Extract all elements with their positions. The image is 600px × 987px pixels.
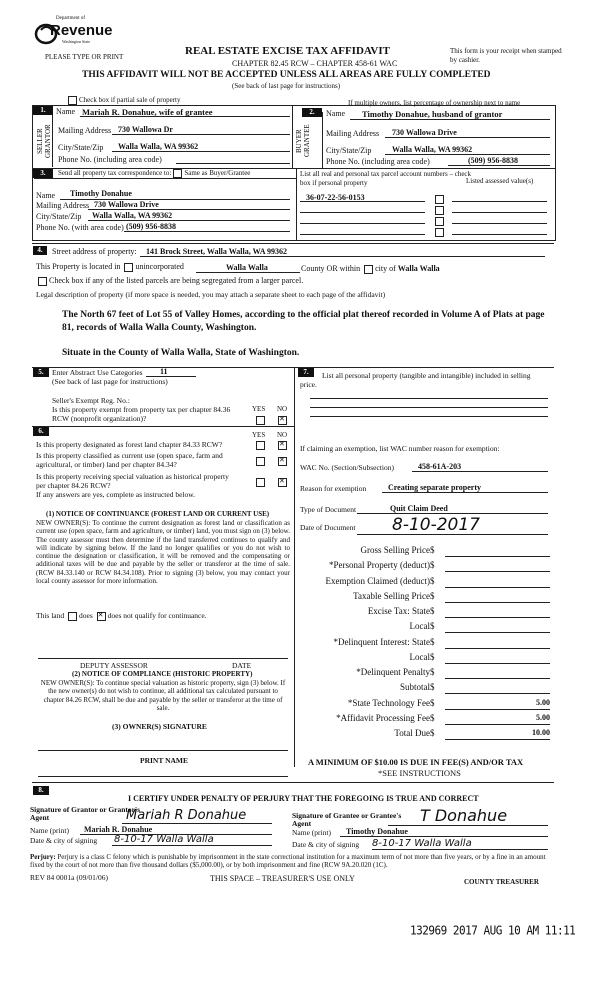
- owners-signature: (3) OWNER(S) SIGNATURE: [112, 722, 207, 731]
- historic-question: Is this property receiving special valuation as historical property per chapter 84.26 RCW?: [36, 472, 229, 490]
- fee-value[interactable]: [445, 545, 550, 557]
- fee-value[interactable]: [445, 621, 550, 633]
- sec6-yes: YES: [252, 431, 266, 439]
- fee-row: [300, 728, 560, 742]
- parcel-1-personal-checkbox[interactable]: [435, 195, 444, 204]
- form-title: REAL ESTATE EXCISE TAX AFFIDAVIT: [185, 45, 390, 57]
- fee-label: Local: [409, 651, 430, 662]
- buyer-city-label: City/State/Zip: [326, 146, 372, 155]
- corr-address-label: Mailing Address: [36, 201, 90, 210]
- property-street[interactable]: 141 Brock Street, Walla Walla, WA 99362: [146, 247, 288, 256]
- section-3-label: 3.: [33, 169, 53, 178]
- buyer-city[interactable]: Walla Walla, WA 99362: [392, 145, 473, 154]
- legal-description[interactable]: The North 67 feet of Lot 55 of Valley Homes, according to the official plat thereof recorded in Volume A of Plats at page 81, records of Walla Walla County, Washington.: [62, 310, 545, 333]
- fee-value[interactable]: [445, 606, 550, 618]
- legal-label: Legal description of property (if more space is needed, you may attach a separate sheet to each page of the affidavit): [36, 290, 386, 299]
- fee-row: [300, 560, 560, 574]
- corr-city[interactable]: Walla Walla, WA 99362: [92, 211, 173, 220]
- fee-label: Total Due: [394, 728, 430, 738]
- corr-name[interactable]: Timothy Donahue: [70, 189, 132, 198]
- fee-label: *State Technology Fee: [347, 697, 430, 708]
- section-7-label: 7.: [298, 368, 314, 377]
- buyer-address[interactable]: 730 Wallowa Drive: [392, 128, 457, 137]
- fee-row: [300, 667, 560, 681]
- section-8-label: 8.: [33, 786, 49, 795]
- fee-value[interactable]: [445, 560, 550, 572]
- fee-row: [300, 576, 560, 590]
- fee-row: [300, 591, 560, 605]
- fee-value[interactable]: [445, 652, 550, 664]
- notice1-title: (1) NOTICE OF CONTINUANCE (FOREST LAND OR CURRENT USE): [46, 510, 270, 518]
- wac-number[interactable]: 458-61A-203: [418, 462, 462, 471]
- dor-logo: Department of Revenue Washington State: [32, 14, 102, 48]
- currency-sign: $: [430, 606, 435, 616]
- reason-label: Reason for exemption: [300, 484, 367, 493]
- fee-label: Excise Tax: State: [367, 606, 430, 616]
- nonprofit-no-checkbox[interactable]: [278, 416, 287, 425]
- parcel-2-personal-checkbox[interactable]: [435, 206, 444, 215]
- currency-sign: $: [430, 545, 435, 555]
- deputy-date: DATE: [232, 661, 252, 670]
- fee-label: Gross Selling Price: [360, 545, 430, 555]
- seller-city-label: City/State/Zip: [58, 143, 104, 152]
- fee-label: Taxable Selling Price: [353, 590, 430, 601]
- current-use-question: Is this property classified as current use (open space, farm and agricultural, or timber) land per chapter 84.34?: [36, 451, 223, 469]
- buyer-name[interactable]: Timothy Donahue, husband of grantor: [362, 109, 503, 119]
- parcel-label: List all real and personal tax parcel account numbers – check box if personal property: [300, 170, 472, 187]
- fee-row: [300, 606, 560, 620]
- section-4-label: 4.: [33, 246, 47, 255]
- buyer-side-label: BUYER GRANTEE: [295, 124, 311, 158]
- if-yes: If any answers are yes, complete as instructed below.: [36, 490, 196, 499]
- fee-label: *Personal Property (deduct): [329, 560, 430, 571]
- deputy-assessor: DEPUTY ASSESSOR: [80, 661, 148, 670]
- historic-no-checkbox[interactable]: [278, 478, 287, 487]
- same-as-buyer-checkbox[interactable]: [173, 169, 182, 178]
- buyer-address-label: Mailing Address: [326, 129, 380, 138]
- fee-value[interactable]: 5.00: [445, 698, 550, 710]
- abstract-use-label: Enter Abstract Use Categories: [52, 368, 143, 377]
- perjury-note: Perjury: Perjury is a class C felony which is punishable by imprisonment in the state correctional institution for a maximum term of not more than five years, or by a fine in an amount fixed by the court of not more than five thousand dollars ($5,000.00), or by both imprisonment and fine (RCW 9A.20.020 (1C).: [30, 853, 546, 870]
- notice1-body: NEW OWNER(S): To continue the current designation as forest land or classification as current use (open space, farm and agriculture, or timber) land, you must sign on (3) below. The county assessor must then determine if the land transferred continues to qualify and will indicate by signing below. If the land no longer qualifies or you do not wish to continue the designation or classification, it will be removed and the compensating or additional taxes will be due and payable by the seller or transferor at the time of sale. (RCW 84.33.140 or RCW 84.34.108). Prior to signing (3) below, you may contact your local county assessor for more information.: [36, 519, 290, 586]
- currency-sign: $: [430, 651, 435, 662]
- fee-label: Subtotal: [399, 682, 430, 693]
- exempt-reg: Seller's Exempt Reg. No.:: [52, 396, 130, 405]
- fee-label: Local: [409, 621, 430, 632]
- see-instructions: *SEE INSTRUCTIONS: [378, 768, 461, 778]
- located-in: This Property is located in unincorporated: [36, 262, 184, 271]
- county-treasurer: COUNTY TREASURER: [464, 878, 539, 886]
- qualify-continuance: This land does ✕ does not qualify for continuance.: [36, 611, 207, 621]
- section-2-label: 2.: [302, 108, 322, 117]
- unincorporated-checkbox[interactable]: [124, 263, 133, 272]
- fee-label: *Delinquent Penalty: [356, 667, 430, 677]
- certify: I CERTIFY UNDER PENALTY OF PERJURY THAT THE FOREGOING IS TRUE AND CORRECT: [128, 794, 479, 803]
- see-back: (See back of last page for instructions): [232, 82, 341, 90]
- minimum-fee: A MINIMUM OF $10.00 IS DUE IN FEE(S) AND/OR TAX: [308, 757, 524, 767]
- fee-row: [300, 652, 560, 666]
- corr-name-label: Name: [36, 191, 56, 200]
- personal-property-label: List all personal property (tangible and intangible) included in selling price.: [300, 371, 531, 389]
- section-1-label: 1.: [33, 106, 53, 115]
- nonprofit-question: Is this property exempt from property tax per chapter 84.36 RCW (nonprofit organization)?: [52, 405, 231, 423]
- parcel-4-personal-checkbox[interactable]: [435, 228, 444, 237]
- exemption-label: If claiming an exemption, list WAC number reason for exemption:: [300, 444, 500, 453]
- currency-sign: $: [430, 682, 435, 693]
- fee-row: [300, 713, 560, 727]
- forest-land-question: Is this property designated as forest land chapter 84.33 RCW?: [36, 440, 223, 449]
- currency-sign: $: [430, 636, 435, 647]
- doc-date[interactable]: 8-10-2017: [392, 515, 480, 535]
- print-name: PRINT NAME: [140, 756, 188, 765]
- form-revision: REV 84 0001a (09/01/06): [30, 873, 108, 882]
- sec5-see-back: (See back of last page for instructions): [52, 377, 168, 386]
- currency-sign: $: [430, 728, 435, 738]
- fee-label: *Affidavit Processing Fee: [336, 712, 430, 723]
- treasurer-space: THIS SPACE – TREASURER'S USE ONLY: [210, 874, 355, 883]
- parcel-number[interactable]: 36-07-22-56-0153: [306, 193, 365, 202]
- parcel-3-personal-checkbox[interactable]: [435, 217, 444, 226]
- seller-name-label: Name: [56, 107, 76, 116]
- corr-phone[interactable]: (509) 956-8838: [126, 222, 176, 231]
- currency-sign: $: [430, 621, 435, 632]
- notice2-title: (2) NOTICE OF COMPLIANCE (HISTORIC PROPERTY): [72, 670, 253, 678]
- fee-row: [300, 621, 560, 635]
- grantor-date-label: Date & city of signing: [30, 836, 98, 845]
- currency-sign: $: [430, 590, 435, 601]
- street-label: Street address of property:: [52, 247, 137, 256]
- seller-city[interactable]: Walla Walla, WA 99362: [118, 142, 199, 151]
- section-6-label: 6.: [33, 427, 49, 436]
- fee-row: [300, 637, 560, 651]
- receipt-note: This form is your receipt when stamped by cashier.: [450, 47, 562, 64]
- fee-value[interactable]: [445, 591, 550, 603]
- does-checkbox[interactable]: [68, 612, 77, 621]
- historic-yes-checkbox[interactable]: [256, 478, 265, 487]
- grantor-sig-label: Signature of Grantor or Grantor's Agent: [30, 805, 140, 822]
- grantee-name[interactable]: Timothy Donahue: [346, 827, 408, 836]
- property-city[interactable]: Walla Walla: [397, 264, 440, 273]
- form-warning: THIS AFFIDAVIT WILL NOT BE ACCEPTED UNLESS ALL AREAS ARE FULLY COMPLETED: [82, 70, 491, 80]
- wac-label: WAC No. (Section/Subsection): [300, 463, 394, 472]
- please-type: PLEASE TYPE OR PRINT: [45, 53, 124, 61]
- grantee-signature[interactable]: T Donahue: [420, 806, 508, 825]
- buyer-name-label: Name: [326, 109, 346, 118]
- corr-address[interactable]: 730 Wallowa Drive: [94, 200, 159, 209]
- multiple-owners: If multiple owners, list percentage of ownership next to name: [348, 99, 521, 107]
- sec6-no: NO: [277, 431, 288, 439]
- fee-label: Exemption Claimed (deduct): [325, 575, 430, 586]
- corr-city-label: City/State/Zip: [36, 212, 82, 221]
- doc-date-label: Date of Document: [300, 523, 356, 532]
- fee-row: [300, 698, 560, 712]
- nonprofit-yes-checkbox[interactable]: [256, 416, 265, 425]
- currency-sign: $: [430, 712, 435, 723]
- abstract-use-value[interactable]: 11: [160, 367, 168, 376]
- fee-value[interactable]: [445, 576, 550, 588]
- current-use-yes-checkbox[interactable]: [256, 457, 265, 466]
- form-chapter: CHAPTER 82.45 RCW – CHAPTER 458-61 WAC: [232, 59, 398, 68]
- fee-value[interactable]: [445, 682, 550, 694]
- sec5-no: NO: [277, 405, 288, 413]
- recording-stamp: 132969 2017 AUG 10 AM 11:11: [410, 923, 576, 938]
- fee-value[interactable]: 5.00: [445, 713, 550, 725]
- grantor-date-place[interactable]: 8-10-17 Walla Walla: [114, 834, 214, 845]
- grantee-date-place[interactable]: 8-10-17 Walla Walla: [372, 838, 472, 849]
- notice2-body: NEW OWNER(S): To continue special valuation as historic property, sign (3) below. If the new owner(s) do not wish to continue, all additional tax calculated pursuant to chapter 84.26 RCW, shall be due and payable by the seller or transferor at the time of sale.: [40, 679, 286, 712]
- fee-value[interactable]: 10.00: [445, 728, 550, 740]
- seller-address-label: Mailing Address: [58, 126, 112, 135]
- currency-sign: $: [430, 575, 435, 586]
- buyer-phone[interactable]: (509) 956-8838: [468, 156, 518, 165]
- forest-yes-checkbox[interactable]: [256, 441, 265, 450]
- grantor-name[interactable]: Mariah R. Donahue: [84, 825, 153, 834]
- grantor-signature[interactable]: Mariah R Donahue: [126, 808, 247, 823]
- seller-address[interactable]: 730 Wallowa Dr: [118, 125, 173, 134]
- buyer-phone-label: Phone No. (including area code): [326, 157, 430, 166]
- grantor-name-label: Name (print): [30, 826, 69, 835]
- county-or: County OR within city of Walla Walla: [301, 264, 440, 273]
- correspondence-label: Send all property tax correspondence to: Same as Buyer/Grantee: [58, 169, 251, 178]
- currency-sign: $: [430, 697, 435, 708]
- segregated: Check box if any of the listed parcels are being segregated from a larger parcel.: [36, 276, 303, 286]
- partial-sale-checkbox[interactable]: [68, 96, 77, 105]
- property-county[interactable]: Walla Walla: [226, 263, 268, 272]
- currency-sign: $: [430, 560, 435, 571]
- forest-no-checkbox[interactable]: [278, 441, 287, 450]
- seller-name[interactable]: Mariah R. Donahue, wife of grantee: [82, 107, 213, 117]
- sec5-yes: YES: [252, 405, 266, 413]
- partial-sale: Check box if partial sale of property: [66, 96, 180, 105]
- corr-phone-label: Phone No. (with area code): [36, 223, 124, 232]
- fee-row: [300, 545, 560, 559]
- grantee-date-label: Date & city of signing: [292, 840, 360, 849]
- assessed-label: Listed assessed value(s): [466, 177, 534, 185]
- grantee-name-label: Name (print): [292, 828, 331, 837]
- doc-type[interactable]: Quit Claim Deed: [390, 504, 448, 513]
- city-checkbox[interactable]: [364, 265, 373, 274]
- exemption-reason[interactable]: Creating separate property: [388, 483, 482, 492]
- doc-type-label: Type of Document: [300, 505, 357, 514]
- fee-value[interactable]: [445, 667, 550, 679]
- situate[interactable]: Situate in the County of Walla Walla, State of Washington.: [62, 348, 300, 358]
- seller-side-label: SELLER GRANTOR: [36, 124, 52, 158]
- currency-sign: $: [430, 667, 435, 677]
- fee-value[interactable]: [445, 637, 550, 649]
- does-not-checkbox[interactable]: [97, 612, 106, 621]
- seller-phone-label: Phone No. (including area code): [58, 155, 162, 164]
- fee-label: *Delinquent Interest: State: [333, 636, 430, 647]
- segregated-checkbox[interactable]: [38, 277, 47, 286]
- section-5-label: 5.: [33, 368, 49, 377]
- fee-row: [300, 682, 560, 696]
- current-use-no-checkbox[interactable]: [278, 457, 287, 466]
- grantee-sig-label: Signature of Grantee or Grantee's Agent: [292, 811, 402, 828]
